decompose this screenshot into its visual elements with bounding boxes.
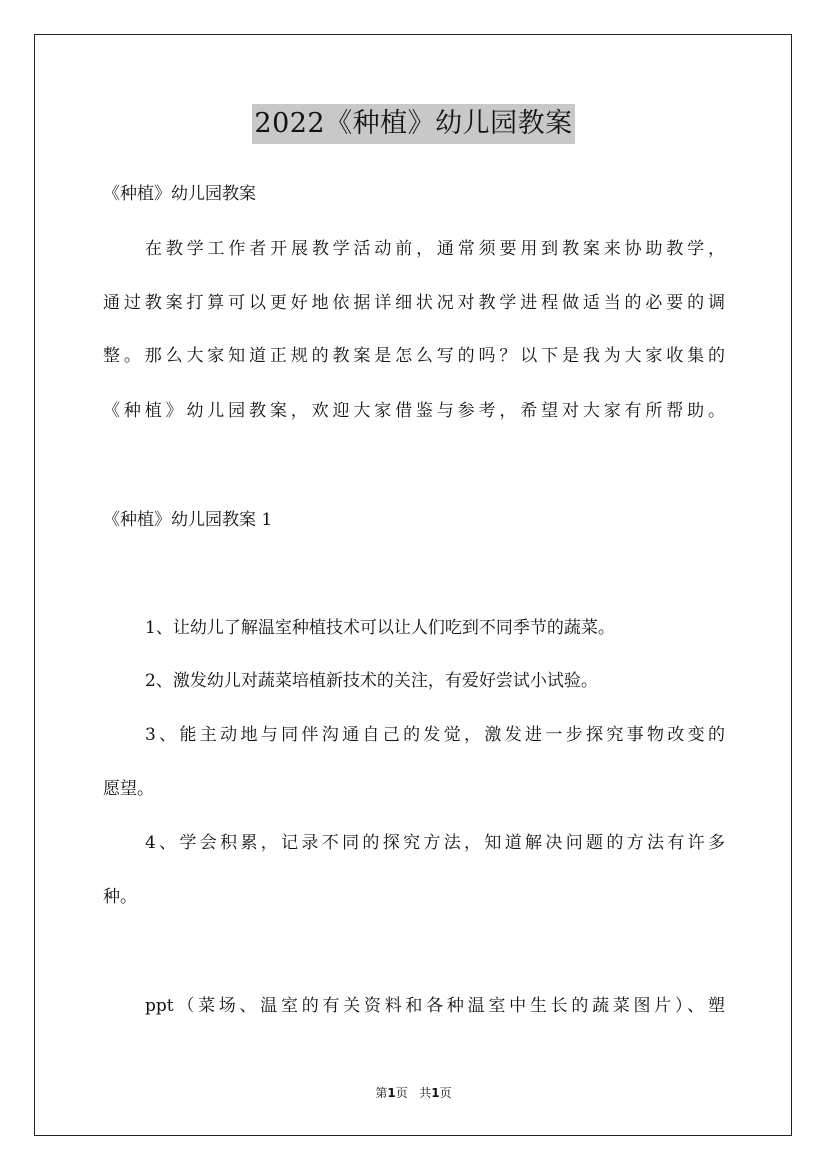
section-heading: 《种植》幼儿园教案 1 — [103, 510, 273, 530]
intro-line-1: 在教学工作者开展教学活动前，通常须要用到教案来协助教学， — [145, 239, 725, 259]
materials-line: ppt（菜场、温室的有关资料和各种温室中生长的蔬菜图片）、塑 — [145, 996, 725, 1016]
page-footer — [0, 1084, 827, 1101]
footer-page-suffix: 页 — [395, 1086, 408, 1100]
intro-line-2: 通过教案打算可以更好地依据详细状况对教学进程做适当的必要的调 — [103, 293, 725, 313]
goal-line-1: 1、让幼儿了解温室种植技术可以让人们吃到不同季节的蔬菜。 — [145, 618, 615, 638]
intro-line-4: 《种植》幼儿园教案，欢迎大家借鉴与参考，希望对大家有所帮助。 — [103, 401, 725, 421]
goal-line-3: 3、能主动地与同伴沟通自己的发觉，激发进一步探究事物改变的 — [145, 725, 725, 745]
goal-line-5: 4、学会积累，记录不同的探究方法，知道解决问题的方法有许多 — [145, 833, 725, 853]
footer-total-suffix: 页 — [439, 1086, 452, 1100]
goal-line-2: 2、激发幼儿对蔬菜培植新技术的关注，有爱好尝试小试验。 — [145, 671, 598, 691]
footer-total-number: 1 — [431, 1086, 440, 1100]
footer-total-prefix: 共 — [419, 1086, 432, 1100]
footer-page-number: 1 — [387, 1086, 396, 1100]
title-container — [0, 104, 827, 144]
document-title: 2022《种植》幼儿园教案 — [252, 104, 574, 144]
intro-line-3: 整。那么大家知道正规的教案是怎么写的吗？以下是我为大家收集的 — [103, 346, 725, 366]
goal-line-4: 愿望。 — [103, 779, 154, 799]
document-subtitle: 《种植》幼儿园教案 — [103, 184, 256, 204]
footer-page-prefix: 第 — [375, 1086, 388, 1100]
goal-line-6: 种。 — [103, 887, 137, 907]
